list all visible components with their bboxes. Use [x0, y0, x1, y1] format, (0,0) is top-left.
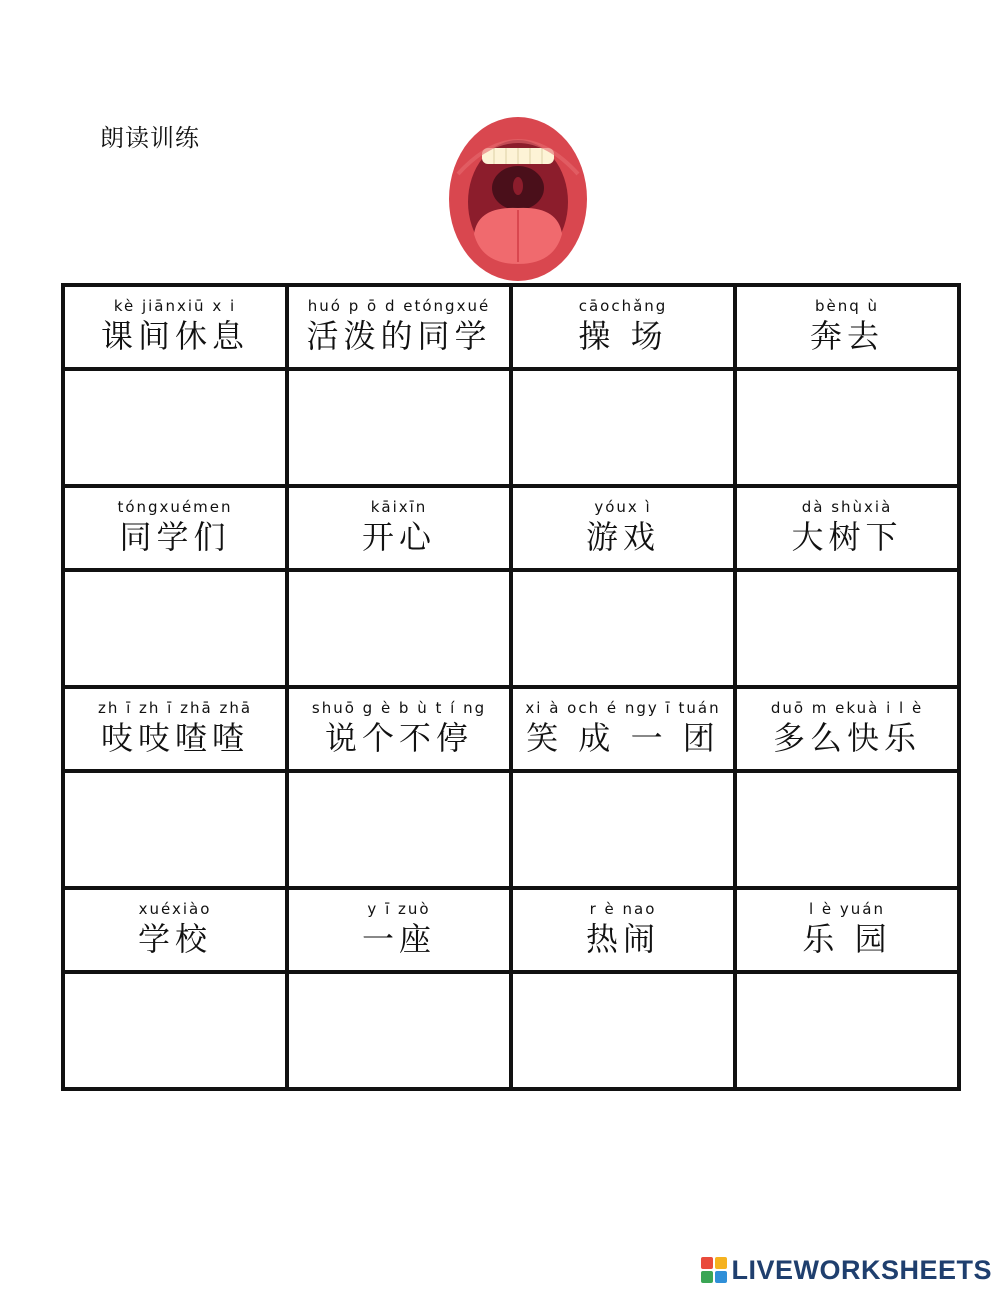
word-cell	[63, 486, 287, 570]
pinyin-text: r è nao	[589, 899, 657, 918]
hanzi-text: 一座	[361, 919, 436, 958]
pinyin-text: kè jiānxiū x i	[113, 297, 237, 315]
answer-cell[interactable]	[735, 972, 959, 1089]
answer-cell[interactable]	[63, 972, 287, 1089]
pinyin-text: l è yuán	[808, 899, 885, 918]
answer-cell[interactable]	[735, 570, 959, 687]
pinyin-text: dà shùxià	[801, 497, 893, 516]
liveworksheets-logo-icon	[701, 1257, 727, 1283]
word-cell	[63, 888, 287, 972]
pinyin-text: y ī zuò	[367, 899, 431, 918]
hanzi-text: 热闹	[585, 919, 660, 958]
word-cell	[287, 285, 511, 369]
hanzi-text: 说个不停	[324, 718, 473, 757]
hanzi-text: 吱吱喳喳	[100, 718, 249, 757]
answer-cell[interactable]	[735, 369, 959, 486]
hanzi-text: 课间休息	[100, 317, 249, 355]
hanzi-text: 笑 成 一 团	[526, 718, 720, 757]
brand-name: LIVEWORKSHEETS	[731, 1254, 992, 1285]
answer-cell[interactable]	[287, 570, 511, 687]
liveworksheets-brand[interactable]	[701, 1254, 992, 1286]
answer-cell[interactable]	[287, 771, 511, 888]
word-cell	[511, 888, 735, 972]
answer-cell[interactable]	[735, 771, 959, 888]
word-row-2	[63, 486, 959, 570]
hanzi-text: 学校	[137, 919, 212, 958]
pinyin-text: huó p ō d etóngxué	[307, 297, 491, 315]
answer-cell[interactable]	[511, 771, 735, 888]
answer-row-2	[63, 570, 959, 687]
pinyin-text: kāixīn	[370, 497, 428, 516]
word-cell	[511, 486, 735, 570]
worksheet-title: 朗读训练	[100, 124, 200, 152]
hanzi-text: 同学们	[119, 517, 231, 556]
answer-cell[interactable]	[511, 369, 735, 486]
reading-practice-grid	[61, 283, 961, 1091]
pinyin-text: bènq ù	[814, 297, 880, 315]
word-cell	[63, 285, 287, 369]
hanzi-text: 大树下	[791, 517, 903, 556]
hanzi-text: 游戏	[585, 517, 660, 556]
answer-cell[interactable]	[511, 570, 735, 687]
hanzi-text: 多么快乐	[772, 718, 921, 757]
answer-row-3	[63, 771, 959, 888]
hanzi-text: 操 场	[578, 317, 668, 355]
pinyin-text: shuō g è b ù t í ng	[311, 698, 487, 717]
word-cell	[735, 285, 959, 369]
answer-row-1	[63, 369, 959, 486]
word-row-1	[63, 285, 959, 369]
answer-cell[interactable]	[511, 972, 735, 1089]
word-cell	[735, 687, 959, 771]
word-cell	[735, 486, 959, 570]
answer-cell[interactable]	[63, 570, 287, 687]
pinyin-text: xuéxiào	[138, 899, 212, 918]
pinyin-text: tóngxuémen	[117, 497, 233, 516]
word-row-4	[63, 888, 959, 972]
pinyin-text: yóux ì	[594, 497, 652, 516]
word-cell	[511, 687, 735, 771]
answer-cell[interactable]	[287, 369, 511, 486]
word-cell	[511, 285, 735, 369]
answer-cell[interactable]	[63, 771, 287, 888]
pinyin-text: duō m ekuà i l è	[770, 698, 924, 717]
word-row-3	[63, 687, 959, 771]
word-cell	[287, 687, 511, 771]
word-cell	[287, 888, 511, 972]
open-mouth-icon	[444, 114, 592, 284]
answer-cell[interactable]	[63, 369, 287, 486]
hanzi-text: 开心	[361, 517, 436, 556]
word-cell	[287, 486, 511, 570]
answer-row-4	[63, 972, 959, 1089]
pinyin-text: cāochǎng	[578, 297, 668, 315]
hanzi-text: 乐 园	[802, 919, 892, 958]
hanzi-text: 奔去	[809, 317, 884, 355]
pinyin-text: xi à och é ngy ī tuán	[525, 698, 721, 717]
word-cell	[63, 687, 287, 771]
word-cell	[735, 888, 959, 972]
hanzi-text: 活泼的同学	[306, 317, 492, 355]
answer-cell[interactable]	[287, 972, 511, 1089]
pinyin-text: zh ī zh ī zhā zhā	[97, 698, 253, 717]
